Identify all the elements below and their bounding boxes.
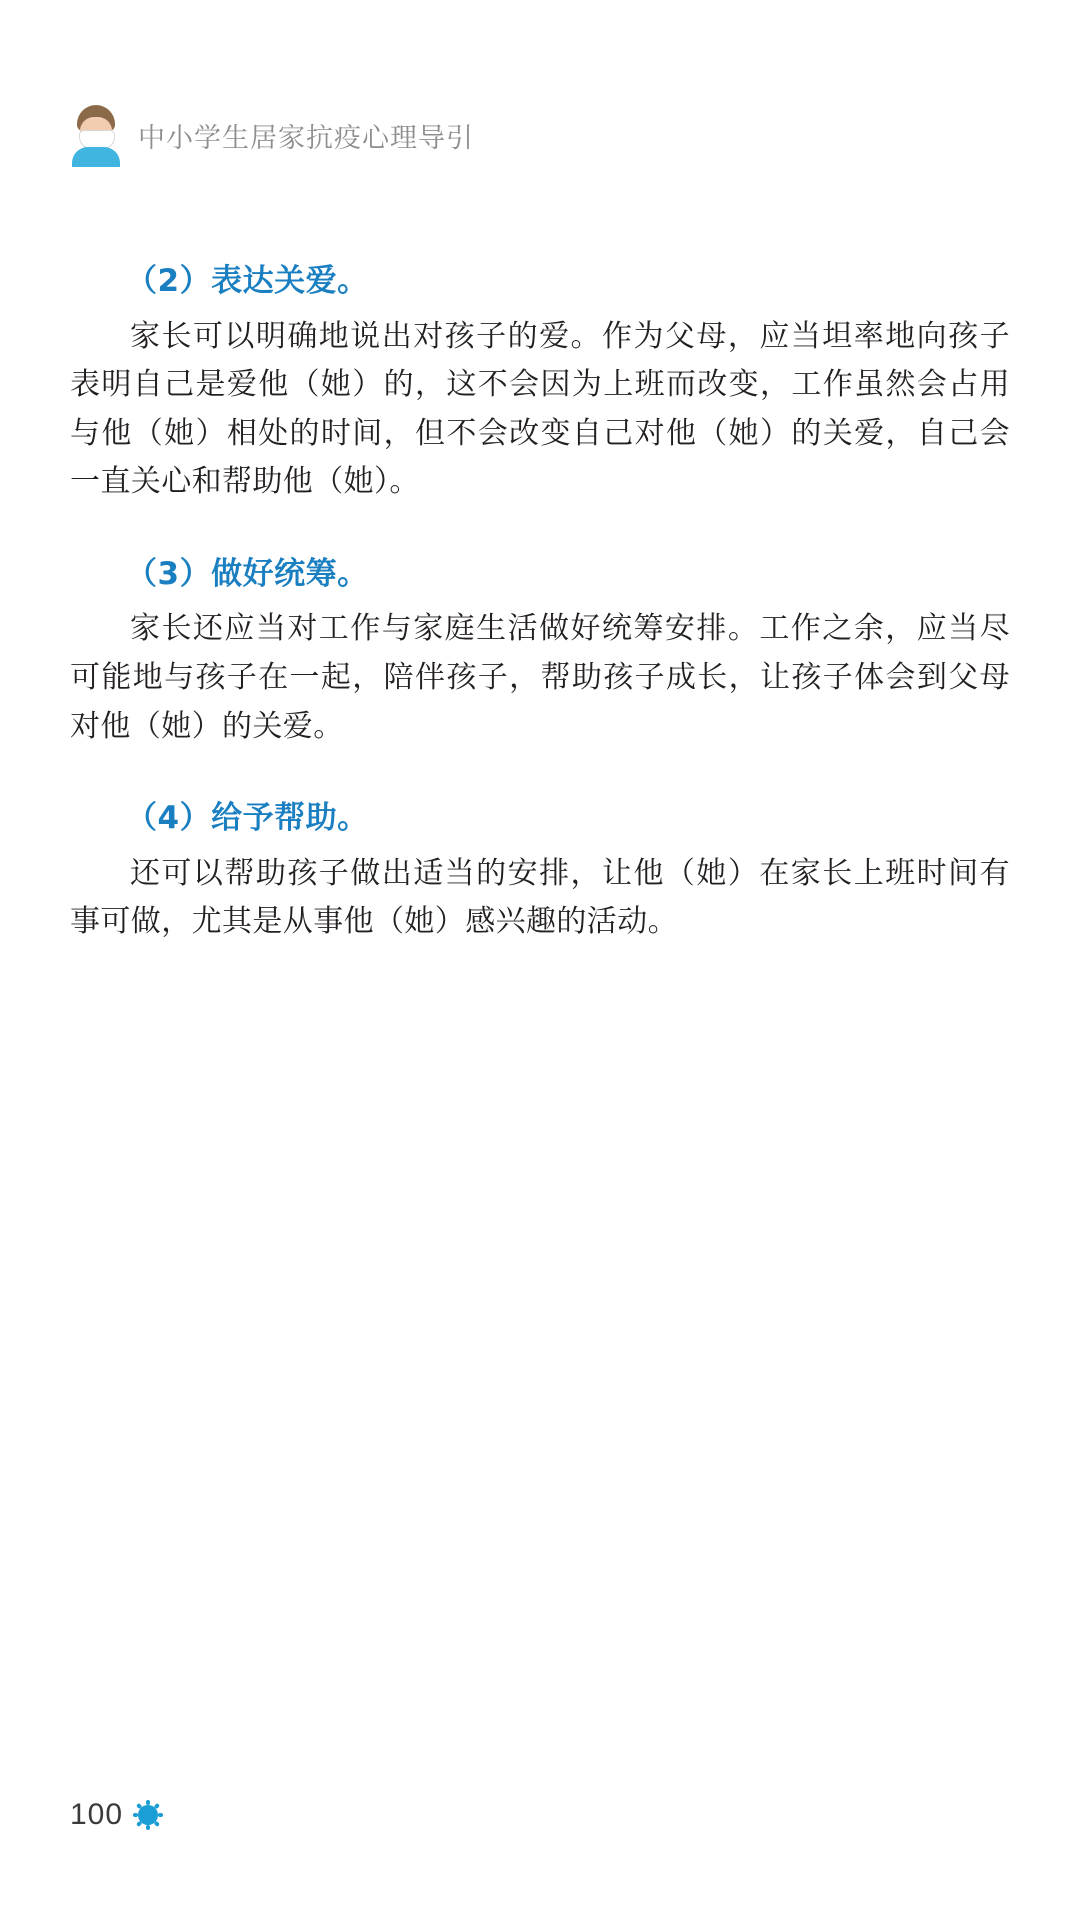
page-content [70, 258, 1010, 947]
book-title: 中小学生居家抗疫心理导引 [138, 122, 474, 154]
section-heading: （4）给予帮助。 [126, 800, 369, 837]
running-header [70, 105, 474, 165]
section-block [70, 258, 1010, 507]
section-block [70, 795, 1010, 947]
section-paragraph: 家长还应当对工作与家庭生活做好统筹安排。工作之余，应当尽可能地与孩子在一起，陪伴孩子，帮助孩子成长，让孩子体会到父母对他（她）的关爱。 [70, 611, 1010, 744]
page-number: 100 [70, 1798, 124, 1831]
section-paragraph: 家长可以明确地说出对孩子的爱。作为父母，应当坦率地向孩子表明自己是爱他（她）的，这不会因为上班而改变，工作虽然会占用与他（她）相处的时间，但不会改变自己对他（她）的关爱，自己会一直关心和帮助他（她）。 [70, 318, 1010, 500]
masked-student-avatar-icon [70, 105, 122, 165]
section-block [70, 551, 1010, 751]
page-footer [70, 1798, 163, 1832]
section-heading: （2）表达关爱。 [126, 263, 369, 299]
section-heading: （3）做好统筹。 [126, 555, 369, 592]
section-paragraph: 还可以帮助孩子做出适当的安排，让他（她）在家长上班时间有事可做，尤其是从事他（她）感兴趣的活动。 [70, 855, 1010, 940]
virus-icon [133, 1800, 163, 1830]
